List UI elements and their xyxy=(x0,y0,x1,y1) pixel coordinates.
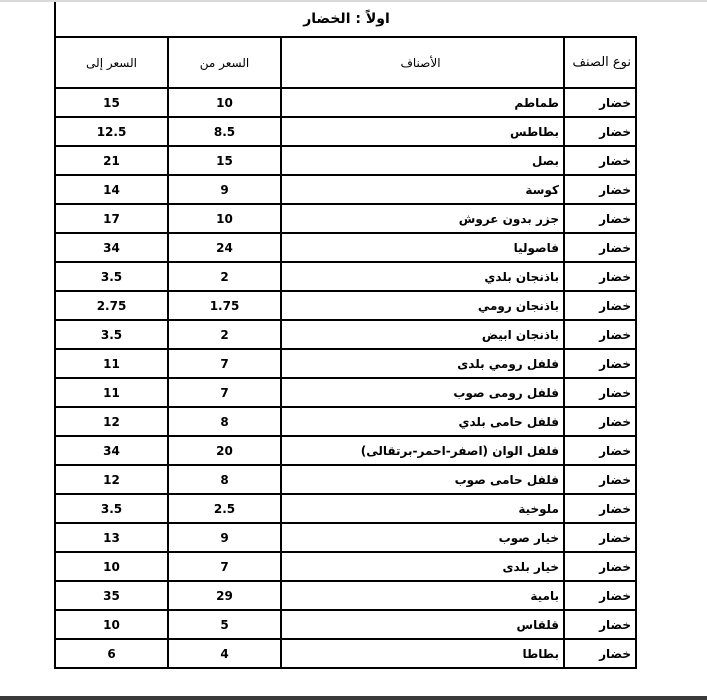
cell-item-name: جزر بدون عروش xyxy=(281,204,564,233)
table-body xyxy=(55,88,636,668)
table-row xyxy=(55,349,636,378)
cell-item-name: كوسة xyxy=(281,175,564,204)
cell-item-type: خضار xyxy=(564,436,636,465)
cell-price-from: 1.75 xyxy=(168,291,281,320)
cell-item-type: خضار xyxy=(564,378,636,407)
cell-item-type: خضار xyxy=(564,146,636,175)
table-row xyxy=(55,146,636,175)
header-item-name: الأصناف xyxy=(281,37,564,88)
cell-price-to: 34 xyxy=(55,233,168,262)
cell-item-name: فلفل الوان (اصفر-احمر-برتقالى) xyxy=(281,436,564,465)
cell-item-name: باذنجان ابيض xyxy=(281,320,564,349)
cell-item-type: خضار xyxy=(564,291,636,320)
cell-price-to: 11 xyxy=(55,349,168,378)
cell-price-from: 8 xyxy=(168,407,281,436)
cell-price-from: 20 xyxy=(168,436,281,465)
cell-item-type: خضار xyxy=(564,175,636,204)
cell-price-from: 4 xyxy=(168,639,281,668)
table-row xyxy=(55,465,636,494)
price-list-sheet xyxy=(54,2,637,696)
cell-price-from: 10 xyxy=(168,204,281,233)
cell-price-from: 2.5 xyxy=(168,494,281,523)
header-price-from: السعر من xyxy=(168,37,281,88)
cell-price-from: 8 xyxy=(168,465,281,494)
cell-price-from: 9 xyxy=(168,523,281,552)
cell-price-from: 7 xyxy=(168,378,281,407)
cell-price-to: 17 xyxy=(55,204,168,233)
cell-item-name: بصل xyxy=(281,146,564,175)
cell-price-from: 5 xyxy=(168,610,281,639)
cell-item-name: باذنجان بلدي xyxy=(281,262,564,291)
cell-item-type: خضار xyxy=(564,204,636,233)
cell-item-name: قلقاس xyxy=(281,610,564,639)
cell-item-type: خضار xyxy=(564,523,636,552)
header-item-type: نوع الصنف xyxy=(564,37,636,88)
cell-price-to: 12.5 xyxy=(55,117,168,146)
table-row xyxy=(55,552,636,581)
table-row xyxy=(55,523,636,552)
cell-price-from: 8.5 xyxy=(168,117,281,146)
cell-item-type: خضار xyxy=(564,494,636,523)
table-row xyxy=(55,291,636,320)
table-row xyxy=(55,175,636,204)
cell-item-name: فلفل رومى صوب xyxy=(281,378,564,407)
cell-price-from: 10 xyxy=(168,88,281,117)
cell-price-to: 13 xyxy=(55,523,168,552)
cell-price-to: 6 xyxy=(55,639,168,668)
cell-item-type: خضار xyxy=(564,349,636,378)
cell-price-to: 15 xyxy=(55,88,168,117)
cell-item-name: فلفل رومي بلدى xyxy=(281,349,564,378)
cell-item-type: خضار xyxy=(564,233,636,262)
table-row xyxy=(55,639,636,668)
cell-item-type: خضار xyxy=(564,320,636,349)
cell-item-name: خيار صوب xyxy=(281,523,564,552)
cell-price-from: 2 xyxy=(168,320,281,349)
cell-item-type: خضار xyxy=(564,262,636,291)
page-edge-bottom xyxy=(0,696,707,700)
cell-item-type: خضار xyxy=(564,552,636,581)
cell-item-name: بامية xyxy=(281,581,564,610)
cell-item-name: بطاطا xyxy=(281,639,564,668)
cell-price-to: 21 xyxy=(55,146,168,175)
cell-price-to: 34 xyxy=(55,436,168,465)
cell-item-type: خضار xyxy=(564,117,636,146)
table-row xyxy=(55,233,636,262)
table-row xyxy=(55,378,636,407)
cell-item-type: خضار xyxy=(564,581,636,610)
table-row xyxy=(55,117,636,146)
cell-item-type: خضار xyxy=(564,407,636,436)
cell-price-to: 35 xyxy=(55,581,168,610)
cell-item-type: خضار xyxy=(564,465,636,494)
cell-item-name: فاصوليا xyxy=(281,233,564,262)
cell-price-to: 14 xyxy=(55,175,168,204)
cell-price-from: 15 xyxy=(168,146,281,175)
cell-price-from: 2 xyxy=(168,262,281,291)
cell-item-name: فلفل حامى صوب xyxy=(281,465,564,494)
cell-price-from: 7 xyxy=(168,552,281,581)
cell-item-type: خضار xyxy=(564,610,636,639)
cell-price-from: 29 xyxy=(168,581,281,610)
table-row xyxy=(55,436,636,465)
table-row xyxy=(55,494,636,523)
cell-price-to: 3.5 xyxy=(55,494,168,523)
table-row xyxy=(55,407,636,436)
cell-price-from: 24 xyxy=(168,233,281,262)
table-header-row xyxy=(55,37,636,88)
cell-item-name: طماطم xyxy=(281,88,564,117)
cell-price-to: 3.5 xyxy=(55,320,168,349)
cell-item-type: خضار xyxy=(564,88,636,117)
table-row xyxy=(55,204,636,233)
cell-price-from: 9 xyxy=(168,175,281,204)
cell-price-to: 3.5 xyxy=(55,262,168,291)
cell-price-to: 2.75 xyxy=(55,291,168,320)
cell-item-type: خضار xyxy=(564,639,636,668)
cell-price-from: 7 xyxy=(168,349,281,378)
cell-price-to: 10 xyxy=(55,610,168,639)
table-row xyxy=(55,262,636,291)
cell-item-name: باذنجان رومي xyxy=(281,291,564,320)
cell-price-to: 10 xyxy=(55,552,168,581)
cell-price-to: 12 xyxy=(55,465,168,494)
table-row xyxy=(55,610,636,639)
cell-price-to: 12 xyxy=(55,407,168,436)
cell-item-name: فلفل حامى بلدي xyxy=(281,407,564,436)
section-title: اولاً : الخضار xyxy=(54,2,637,36)
cell-price-to: 11 xyxy=(55,378,168,407)
vegetable-price-table xyxy=(54,36,637,669)
cell-item-name: ملوخية xyxy=(281,494,564,523)
table-row xyxy=(55,88,636,117)
cell-item-name: خيار بلدى xyxy=(281,552,564,581)
table-row xyxy=(55,320,636,349)
table-row xyxy=(55,581,636,610)
cell-item-name: بطاطس xyxy=(281,117,564,146)
header-price-to: السعر إلى xyxy=(55,37,168,88)
